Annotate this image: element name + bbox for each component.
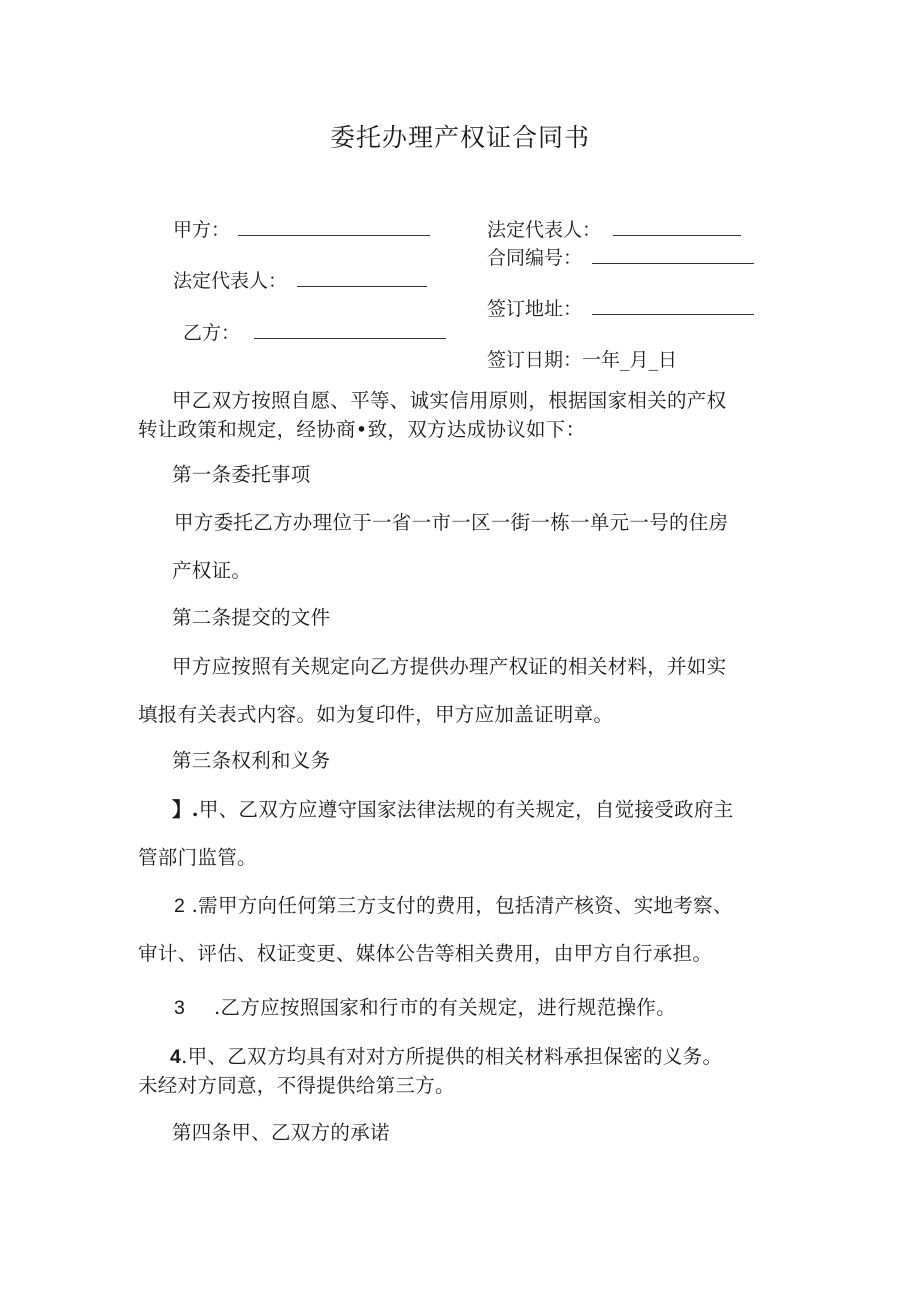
legal-rep-a-field — [173, 268, 427, 294]
party-a-blank — [238, 217, 430, 236]
contract-no-field — [487, 245, 754, 271]
article-2-line-1: 甲方应按照有关规定向乙方提供办理产权证的相关材料，并如实 — [172, 655, 727, 678]
item-1-text: 甲、乙双方应遵守国家法律法规的有关规定，自觉接受政府主 — [198, 798, 734, 821]
party-a-label: 甲方： — [173, 219, 231, 241]
article-1-line-2: 产权证。 — [172, 559, 252, 582]
party-b-field — [183, 320, 446, 346]
sign-place-field — [487, 296, 754, 322]
party-b-label: 乙方： — [183, 322, 241, 344]
item-2-line-1 — [174, 889, 733, 923]
item-2-text: .需甲方向任何第三方支付的费用，包括清产核资、实地考察、 — [191, 894, 733, 917]
intro-line-1: 甲乙双方按照自愿、平等、诚实信用原则，根据国家相关的产权 — [172, 389, 727, 412]
party-b-blank — [254, 320, 446, 339]
item-1-line-1 — [172, 793, 734, 827]
legal-rep-b-blank — [613, 217, 741, 236]
intro-line-2: 转让政策和规定，经协商•致，双方达成协议如下： — [138, 418, 586, 441]
item-3-number: 3 — [174, 997, 186, 1019]
item-1-line-2: 管部门监管。 — [138, 846, 257, 869]
article-2-title: 第二条提交的文件 — [172, 606, 331, 629]
article-3-title: 第三条权利和义务 — [172, 749, 331, 772]
article-1-line-1: 甲方委托乙方办理位于一省一市一区一街一栋一单元一号的住房 — [174, 511, 729, 534]
item-3-text: .乙方应按照国家和行市的有关规定，进行规范操作。 — [214, 996, 676, 1019]
item-4-text: .甲、乙双方均具有对对方所提供的相关材料承担保密的义务。 — [181, 1045, 723, 1068]
item-4-number: 4 — [170, 1046, 182, 1068]
legal-rep-a-label: 法定代表人： — [173, 270, 288, 292]
article-4-title: 第四条甲、乙双方的承诺 — [172, 1121, 390, 1144]
contract-no-blank — [592, 245, 754, 264]
item-1-number: 】. — [172, 798, 199, 821]
contract-no-label: 合同编号： — [487, 247, 583, 269]
party-a-field — [173, 217, 430, 243]
item-2-number: 2 — [174, 895, 186, 917]
item-2-line-2: 审计、评估、权证变更、媒体公告等相关费用，由甲方自行承担。 — [138, 942, 713, 965]
legal-rep-b-field — [487, 217, 741, 243]
sign-date-field: 签订日期：一年_月_日 — [487, 349, 678, 371]
document-title: 委托办理产权证合同书 — [329, 123, 590, 152]
item-3-line-1 — [174, 991, 676, 1025]
article-1-title: 第一条委托事项 — [172, 463, 311, 486]
legal-rep-b-label: 法定代表人： — [487, 219, 602, 241]
article-2-line-2: 填报有关表式内容。如为复印件，甲方应加盖证明章。 — [138, 703, 614, 726]
sign-place-label: 签订地址： — [487, 298, 583, 320]
sign-place-blank — [592, 296, 754, 315]
legal-rep-a-blank — [297, 268, 427, 287]
item-4-line-2: 未经对方同意，不得提供给第三方。 — [138, 1074, 455, 1097]
